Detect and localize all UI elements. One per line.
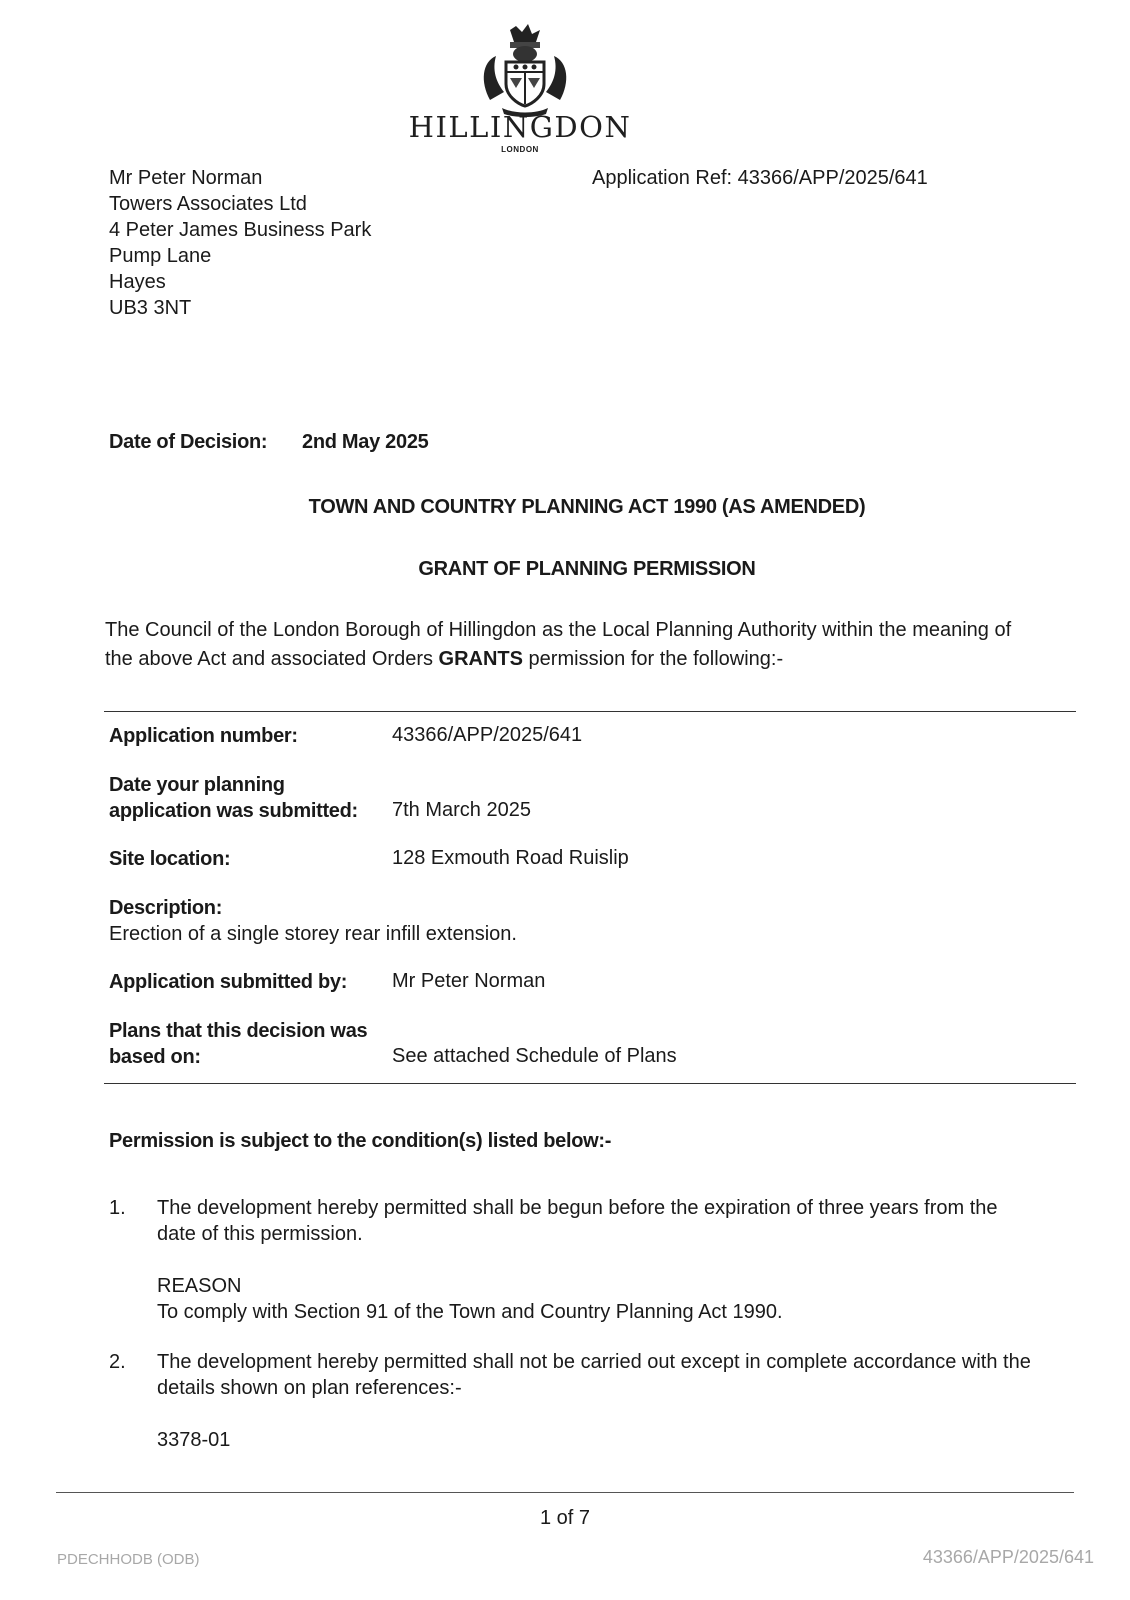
plans-label: based on: [109,1046,201,1068]
submitted-by-label: Application submitted by: [109,971,348,993]
plans-label: Plans that this decision was [109,1020,368,1042]
intro-line-1: The Council of the London Borough of Hillingdon as the Local Planning Authority within the meaning of [105,619,1012,641]
condition-number: 1. [109,1197,126,1219]
intro-text: permission for the following:- [523,648,784,670]
site-location-value: 128 Exmouth Road Ruislip [392,847,629,869]
grants-emphasis: GRANTS [438,648,523,670]
app-number-value: 43366/APP/2025/641 [392,724,583,746]
grant-title: GRANT OF PLANNING PERMISSION [418,558,756,580]
application-ref: Application Ref: 43366/APP/2025/641 [592,167,928,189]
description-label: Description: [109,897,223,919]
hillingdon-wordmark-sub: LONDON [501,145,539,154]
address-line: Mr Peter Norman [109,167,263,189]
reason-label: REASON [157,1275,242,1297]
condition-text: The development hereby permitted shall be begun before the expiration of three years from the [157,1197,998,1219]
top-divider [104,711,1076,712]
address-line: UB3 3NT [109,297,192,319]
submitted-by-value: Mr Peter Norman [392,970,546,992]
address-line: Pump Lane [109,245,212,267]
act-title: TOWN AND COUNTRY PLANNING ACT 1990 (AS AMENDED) [308,496,866,518]
decision-date-label: Date of Decision: [109,431,268,453]
footer-code: PDECHHODB (ODB) [57,1551,200,1568]
decision-date-value: 2nd May 2025 [302,431,429,453]
submitted-label: Date your planning [109,774,285,796]
intro-line-2 [105,646,783,672]
hillingdon-crest-logo [470,22,580,118]
condition-text: The development hereby permitted shall not be carried out except in complete accordance with the [157,1351,1031,1373]
footer-divider [56,1492,1074,1493]
condition-text: details shown on plan references:- [157,1377,462,1399]
submitted-label: application was submitted: [109,800,358,822]
plan-reference: 3378-01 [157,1429,231,1451]
address-line: 4 Peter James Business Park [109,219,372,241]
page-number: 1 of 7 [539,1507,591,1529]
condition-number: 2. [109,1351,126,1373]
app-number-label: Application number: [109,725,298,747]
submitted-value: 7th March 2025 [392,799,531,821]
footer-ref: 43366/APP/2025/641 [922,1547,1094,1567]
plans-value: See attached Schedule of Plans [392,1045,677,1067]
hillingdon-wordmark: HILLINGDON [408,110,632,144]
description-value: Erection of a single storey rear infill extension. [109,923,517,945]
address-line: Hayes [109,271,166,293]
site-location-label: Site location: [109,848,231,870]
intro-text: the above Act and associated Orders [105,648,439,670]
conditions-heading: Permission is subject to the condition(s) listed below:- [109,1130,612,1152]
address-line: Towers Associates Ltd [109,193,307,215]
reason-text: To comply with Section 91 of the Town and Country Planning Act 1990. [157,1301,783,1323]
bottom-divider [104,1083,1076,1084]
condition-text: date of this permission. [157,1223,363,1245]
